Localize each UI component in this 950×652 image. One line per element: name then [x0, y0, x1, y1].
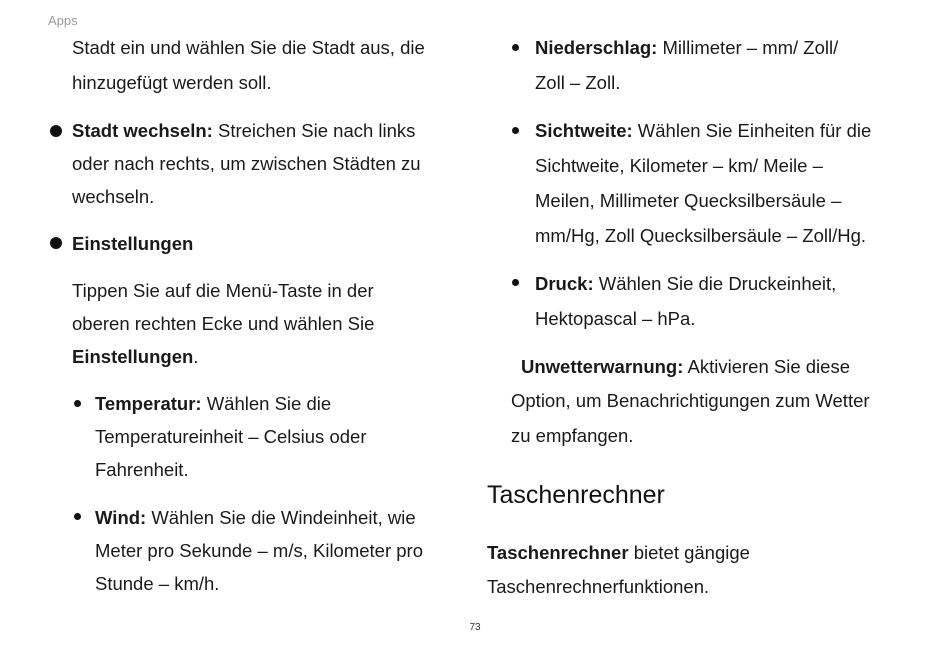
precipitation-line-1 — [535, 31, 838, 64]
switch-city-label: Stadt wechseln: — [72, 120, 213, 141]
settings-period: . — [193, 346, 199, 367]
storm-warning-line-2: Option, um Benachrichtigungen zum Wetter — [511, 390, 870, 411]
settings-menu-label: Einstellungen — [72, 346, 194, 367]
calculator-text: bietet gängige — [628, 542, 750, 563]
wind-text: Wählen Sie die Windeinheit, wie — [146, 507, 416, 528]
visibility-line-1 — [535, 114, 871, 147]
temperature-label: Temperatur: — [95, 393, 202, 414]
visibility-line-4: mm/Hg, Zoll Quecksilbersäule – Zoll/Hg. — [535, 225, 867, 246]
precipitation-label: Niederschlag: — [535, 37, 658, 58]
wind-line-2: Meter pro Sekunde – m/s, Kilometer pro — [95, 540, 424, 561]
pressure-text: Wählen Sie die Druckeinheit, — [593, 273, 837, 294]
bullet-icon — [512, 279, 519, 286]
bullet-icon — [512, 127, 519, 134]
visibility-line-3: Meilen, Millimeter Quecksilbersäule – — [535, 190, 842, 211]
page-number: 73 — [469, 622, 481, 633]
calculator-heading: Taschenrechner — [487, 481, 665, 509]
switch-city-text: Streichen Sie nach links — [212, 120, 416, 141]
pressure-label: Druck: — [535, 273, 594, 294]
temperature-line-1 — [95, 387, 331, 420]
settings-line-3 — [72, 340, 198, 373]
intro-line-1: Stadt ein und wählen Sie die Stadt aus, die — [72, 37, 425, 58]
temperature-line-3: Fahrenheit. — [95, 459, 189, 480]
bullet-icon — [74, 513, 81, 520]
bullet-icon — [74, 400, 81, 407]
storm-warning-line-3: zu empfangen. — [511, 425, 634, 446]
pressure-line-2: Hektopascal – hPa. — [535, 308, 696, 329]
settings-line-2: oberen rechten Ecke und wählen Sie — [72, 313, 375, 334]
storm-warning-text: Aktivieren Sie diese — [683, 356, 850, 377]
section-header: Apps — [48, 13, 78, 28]
switch-city-line-2: oder nach rechts, um zwischen Städten zu — [72, 153, 421, 174]
storm-warning-line-1 — [521, 350, 850, 383]
storm-warning-label: Unwetterwarnung: — [521, 356, 684, 377]
wind-line-3: Stunde – km/h. — [95, 573, 220, 594]
precipitation-text: Millimeter – mm/ Zoll/ — [657, 37, 839, 58]
switch-city-line-3: wechseln. — [72, 186, 155, 207]
temperature-line-2: Temperatureinheit – Celsius oder — [95, 426, 367, 447]
visibility-label: Sichtweite: — [535, 120, 633, 141]
visibility-line-2: Sichtweite, Kilometer – km/ Meile – — [535, 155, 823, 176]
precipitation-line-2: Zoll – Zoll. — [535, 72, 621, 93]
bullet-icon — [50, 237, 62, 249]
temperature-text: Wählen Sie die — [201, 393, 332, 414]
visibility-text: Wählen Sie Einheiten für die — [632, 120, 872, 141]
wind-label: Wind: — [95, 507, 147, 528]
settings-heading: Einstellungen — [72, 233, 194, 254]
intro-line-2: hinzugefügt werden soll. — [72, 72, 272, 93]
settings-line-1: Tippen Sie auf die Menü-Taste in der — [72, 280, 374, 301]
bullet-icon — [50, 125, 62, 137]
calculator-line-2: Taschenrechnerfunktionen. — [487, 576, 710, 597]
calculator-label: Taschenrechner — [487, 542, 629, 563]
calculator-line-1 — [487, 536, 750, 569]
pressure-line-1 — [535, 267, 836, 300]
wind-line-1 — [95, 501, 416, 534]
bullet-icon — [512, 44, 519, 51]
switch-city-line-1 — [72, 114, 415, 147]
